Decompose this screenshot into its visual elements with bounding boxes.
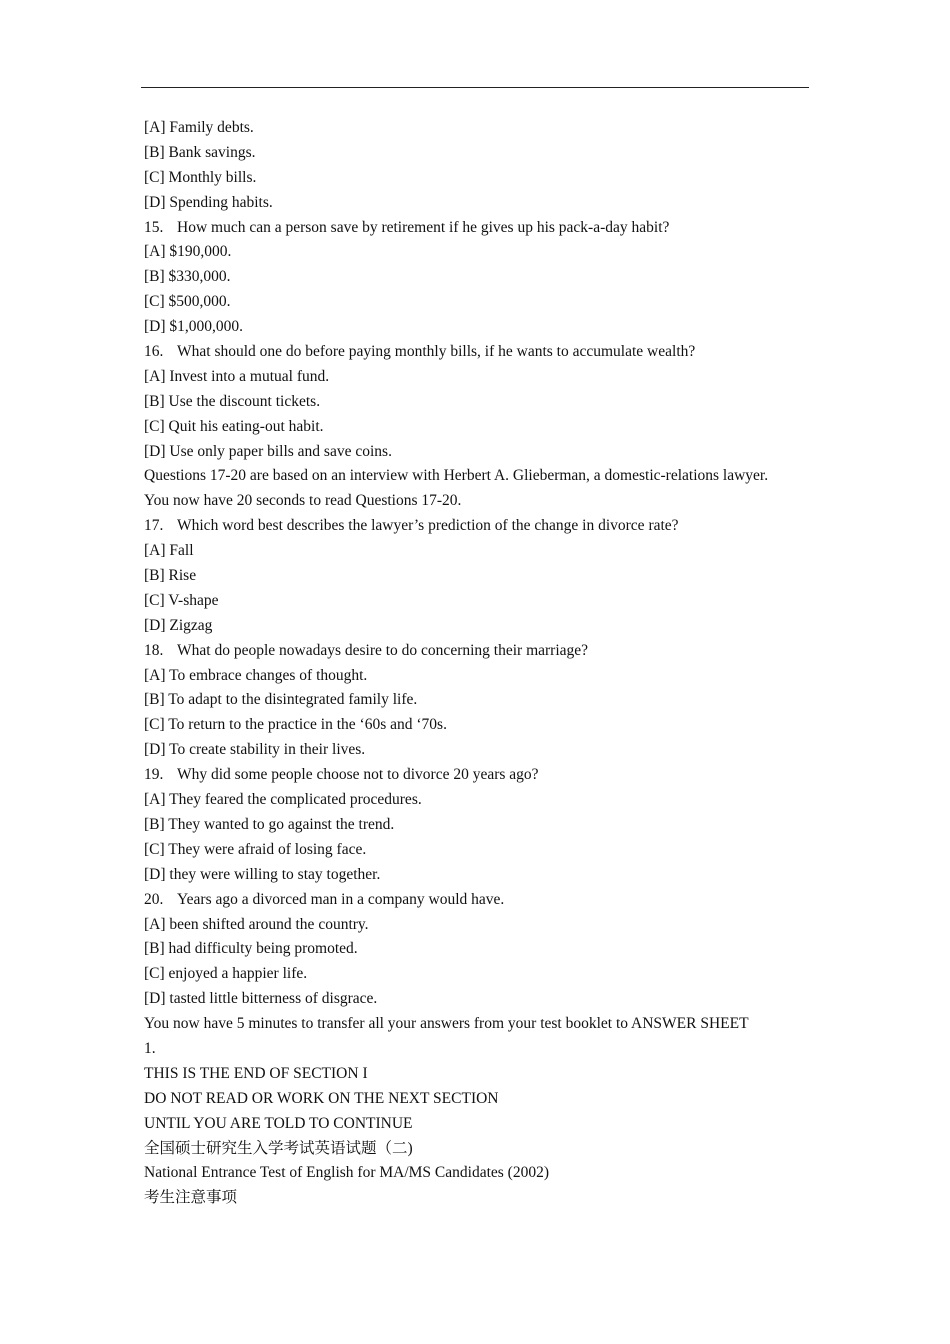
- answer-option: [B] Bank savings.: [144, 143, 256, 161]
- answer-option: [D] they were willing to stay together.: [144, 865, 381, 883]
- answer-option: [C] Quit his eating-out habit.: [144, 417, 324, 435]
- question-number: 17.: [144, 517, 164, 535]
- text-line: DO NOT READ OR WORK ON THE NEXT SECTION: [144, 1089, 499, 1107]
- text-line: National Entrance Test of English for MA/MS Candidates (2002): [144, 1164, 549, 1182]
- answer-option: [A] To embrace changes of thought.: [144, 666, 368, 684]
- answer-option: [D] Zigzag: [144, 616, 213, 634]
- answer-option: [C] $500,000.: [144, 293, 231, 311]
- answer-option: [D] $1,000,000.: [144, 318, 244, 336]
- answer-option: [A] Invest into a mutual fund.: [144, 367, 330, 385]
- question-line: [144, 888, 812, 913]
- question-number: 15.: [144, 218, 164, 236]
- question-text: Which word best describes the lawyer’s prediction of the change in divorce rate?: [177, 517, 679, 535]
- answer-option: [C] Monthly bills.: [144, 168, 257, 186]
- question-number: 16.: [144, 343, 164, 361]
- question-text: Why did some people choose not to divorce 20 years ago?: [177, 766, 539, 784]
- answer-option: [C] V-shape: [144, 591, 219, 609]
- text-line: 考生注意事项: [144, 1189, 238, 1207]
- text-line: UNTIL YOU ARE TOLD TO CONTINUE: [144, 1114, 413, 1132]
- document-body: [144, 116, 812, 1211]
- answer-option: [A] They feared the complicated procedures.: [144, 791, 422, 809]
- question-line: [144, 763, 812, 788]
- question-text: How much can a person save by retirement if he gives up his pack-a-day habit?: [177, 218, 670, 236]
- answer-option: [A] been shifted around the country.: [144, 915, 369, 933]
- answer-option: [A] $190,000.: [144, 243, 232, 261]
- answer-option: [C] To return to the practice in the ‘60s and ‘70s.: [144, 716, 447, 734]
- question-number: 20.: [144, 890, 164, 908]
- answer-option: [B] $330,000.: [144, 268, 231, 286]
- answer-option: [B] had difficulty being promoted.: [144, 940, 358, 958]
- answer-option: [A] Fall: [144, 542, 194, 560]
- question-line: [144, 340, 812, 365]
- question-line: [144, 639, 812, 664]
- answer-option: [D] To create stability in their lives.: [144, 741, 366, 759]
- answer-option: [D] Spending habits.: [144, 193, 273, 211]
- answer-option: [D] tasted little bitterness of disgrace.: [144, 990, 378, 1008]
- answer-option: [C] enjoyed a happier life.: [144, 965, 308, 983]
- answer-option: [D] Use only paper bills and save coins.: [144, 442, 392, 460]
- answer-option: [B] Rise: [144, 567, 197, 585]
- text-line: You now have 20 seconds to read Questions 17-20.: [144, 492, 462, 510]
- text-line: You now have 5 minutes to transfer all your answers from your test booklet to ANSWER SHEET: [144, 1015, 749, 1033]
- question-text: Years ago a divorced man in a company would have.: [177, 890, 505, 908]
- question-line: [144, 514, 812, 539]
- answer-option: [B] They wanted to go against the trend.: [144, 815, 395, 833]
- question-number: 19.: [144, 766, 164, 784]
- question-line: [144, 216, 812, 241]
- text-line: 全国硕士研究生入学考试英语试题（二): [144, 1139, 413, 1157]
- text-line: Questions 17-20 are based on an interview with Herbert A. Glieberman, a domestic-relations lawyer.: [144, 467, 769, 485]
- question-text: What should one do before paying monthly bills, if he wants to accumulate wealth?: [177, 343, 696, 361]
- answer-option: [C] They were afraid of losing face.: [144, 840, 367, 858]
- answer-option: [B] Use the discount tickets.: [144, 392, 321, 410]
- text-line: 1.: [144, 1039, 156, 1057]
- header-rule: [141, 87, 809, 88]
- question-text: What do people nowadays desire to do concerning their marriage?: [177, 641, 589, 659]
- answer-option: [A] Family debts.: [144, 119, 254, 136]
- answer-option: [B] To adapt to the disintegrated family life.: [144, 691, 418, 709]
- text-line: THIS IS THE END OF SECTION I: [144, 1064, 368, 1082]
- question-number: 18.: [144, 641, 164, 659]
